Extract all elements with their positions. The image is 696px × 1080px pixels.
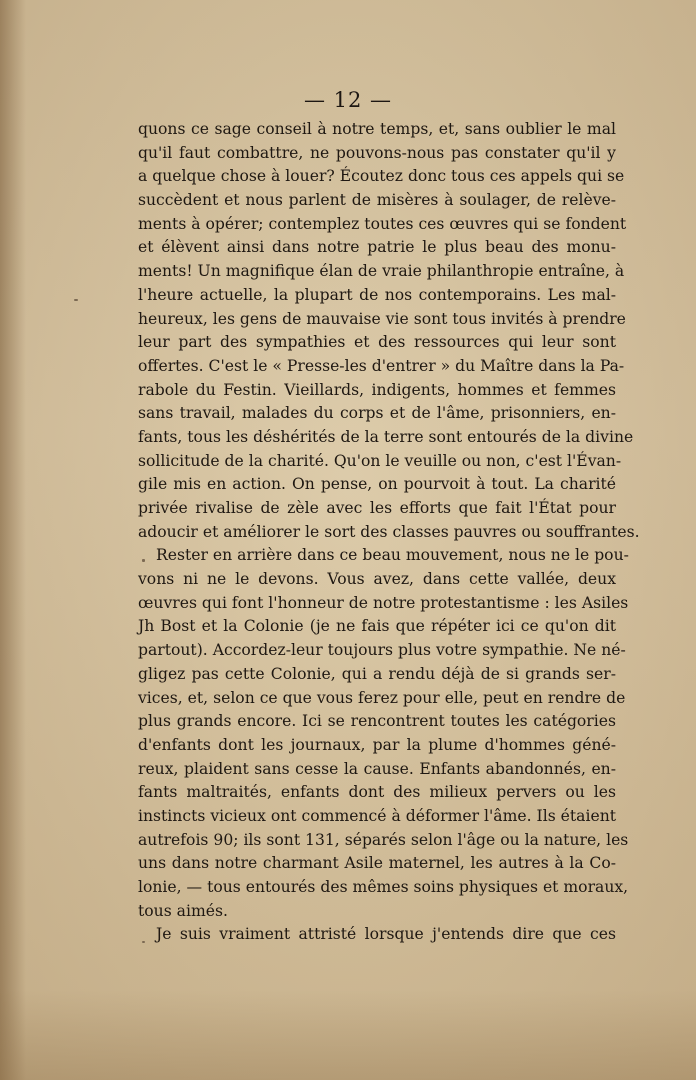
text-line: plus grands encore. Ici se rencontrent toutes les catégories bbox=[138, 712, 616, 731]
body-text bbox=[138, 118, 640, 947]
text-line: instincts vicieux ont commencé à déformer l'âme. Ils étaient bbox=[138, 806, 616, 825]
text-line: sans travail, malades du corps et de l'âme, prisonniers, en- bbox=[138, 404, 616, 423]
page-number: — 12 — bbox=[303, 88, 393, 112]
text-line: sollicitude de la charité. Qu'on le veuille ou non, c'est l'Évan- bbox=[138, 451, 622, 470]
text-line: heureux, les gens de mauvaise vie sont tous invités à prendre bbox=[138, 309, 626, 328]
text-line: vons ni ne le devons. Vous avez, dans cette vallée, deux bbox=[138, 570, 616, 589]
text-line: uns dans notre charmant Asile maternel, les autres à la Co- bbox=[138, 854, 616, 873]
paper-speck bbox=[74, 299, 78, 301]
text-line: qu'il faut combattre, ne pouvons-nous pas constater qu'il y bbox=[138, 143, 616, 162]
text-line: gligez pas cette Colonie, qui a rendu déjà de si grands ser- bbox=[138, 664, 616, 683]
text-line: et élèvent ainsi dans notre patrie le plus beau des monu- bbox=[138, 238, 616, 257]
text-line: quons ce sage conseil à notre temps, et, sans oublier le mal bbox=[138, 120, 616, 138]
text-line: d'enfants dont les journaux, par la plume d'hommes géné- bbox=[138, 735, 616, 754]
text-line: Jh Bost et la Colonie (je ne fais que répéter ici ce qu'on dit bbox=[138, 617, 616, 636]
text-line: œuvres qui font l'honneur de notre protestantisme : les Asiles bbox=[138, 593, 629, 612]
text-line: autrefois 90; ils sont 131, séparés selon l'âge ou la nature, les bbox=[138, 830, 629, 849]
text-line: l'heure actuelle, la plupart de nos contemporains. Les mal- bbox=[138, 285, 616, 304]
text-line: adoucir et améliorer le sort des classes pauvres ou souffrantes. bbox=[138, 522, 640, 541]
text-line: Je suis vraiment attristé lorsque j'entends dire que ces bbox=[156, 925, 616, 944]
text-line: Rester en arrière dans ce beau mouvement, nous ne le pou- bbox=[156, 546, 629, 565]
text-line: ments à opérer; contemplez toutes ces œuvres qui se fondent bbox=[138, 214, 627, 233]
text-line: gile mis en action. On pense, on pourvoit à tout. La charité bbox=[138, 475, 616, 494]
text-line: fants, tous les déshérités de la terre sont entourés de la divine bbox=[138, 427, 634, 446]
text-line: lonie, — tous entourés des mêmes soins physiques et moraux, bbox=[138, 878, 629, 896]
text-line: rabole du Festin. Vieillards, indigents, hommes et femmes bbox=[138, 380, 616, 399]
text-line: leur part des sympathies et des ressources qui leur sont bbox=[138, 333, 616, 352]
text-line: vices, et, selon ce que vous ferez pour elle, peut en rendre de bbox=[138, 688, 626, 707]
text-line: reux, plaident sans cesse la cause. Enfants abandonnés, en- bbox=[138, 759, 616, 778]
paper-speck bbox=[142, 559, 145, 562]
text-line: fants maltraités, enfants dont des milieux pervers ou les bbox=[138, 783, 616, 802]
text-line: ments! Un magnifique élan de vraie philanthropie entraîne, à bbox=[138, 262, 625, 281]
text-line: tous aimés. bbox=[138, 901, 228, 920]
paper-speck bbox=[142, 941, 145, 943]
text-line: partout). Accordez-leur toujours plus votre sympathie. Ne né- bbox=[138, 641, 626, 660]
text-line: a quelque chose à louer? Écoutez donc tous ces appels qui se bbox=[138, 167, 625, 186]
text-line: offertes. C'est le « Presse-les d'entrer » du Maître dans la Pa- bbox=[138, 356, 625, 375]
text-line: privée rivalise de zèle avec les efforts que fait l'État pour bbox=[138, 499, 616, 517]
text-line: succèdent et nous parlent de misères à soulager, de relève- bbox=[138, 191, 616, 210]
